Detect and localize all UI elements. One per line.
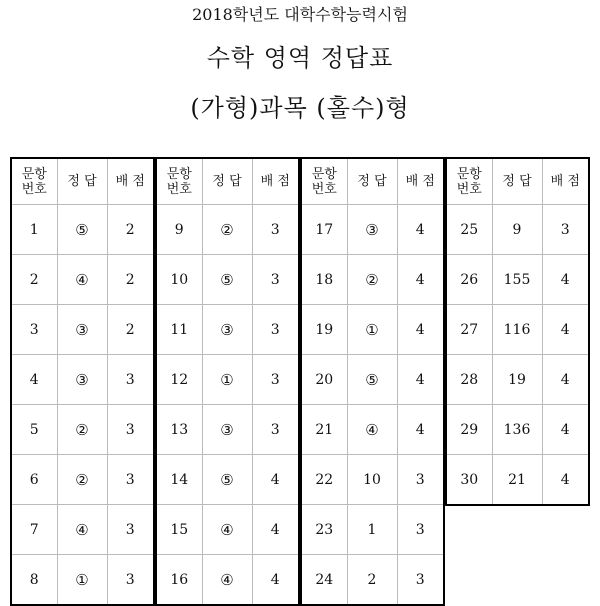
question-number: 2 bbox=[12, 255, 57, 305]
score-value: 4 bbox=[397, 355, 443, 405]
header-score: 배 점 bbox=[107, 159, 153, 205]
table-row bbox=[157, 305, 298, 355]
score-value: 4 bbox=[252, 505, 298, 555]
table-row bbox=[157, 405, 298, 455]
question-number: 4 bbox=[12, 355, 57, 405]
question-number: 30 bbox=[460, 471, 479, 488]
answer-value: ⑤ bbox=[202, 455, 252, 505]
answer-value: 155 bbox=[492, 255, 542, 305]
answer-value: 1 bbox=[347, 505, 397, 555]
page-title: 수학 영역 정답표 bbox=[206, 44, 394, 72]
answer-value: 2 bbox=[347, 555, 397, 605]
question-number: 24 bbox=[315, 571, 334, 588]
question-number: 13 bbox=[157, 405, 202, 455]
question-number: 21 bbox=[302, 405, 347, 455]
answer-value: ② bbox=[57, 455, 107, 505]
table-row bbox=[447, 255, 588, 305]
question-number: 5 bbox=[12, 405, 57, 455]
answer-value: ③ bbox=[202, 405, 252, 455]
table-row bbox=[12, 355, 153, 405]
answer-table bbox=[12, 159, 153, 604]
table-row bbox=[447, 455, 588, 505]
question-number: 10 bbox=[157, 255, 202, 305]
answer-value: 19 bbox=[492, 355, 542, 405]
question-number: 28 bbox=[447, 355, 492, 405]
header-answer: 정 답 bbox=[347, 159, 397, 205]
score-value: 3 bbox=[107, 505, 153, 555]
answer-value: ② bbox=[347, 255, 397, 305]
score-value: 4 bbox=[542, 455, 588, 505]
question-number: 6 bbox=[12, 455, 57, 505]
table-row bbox=[157, 255, 298, 305]
answer-value: ③ bbox=[57, 355, 107, 405]
score-value: 4 bbox=[397, 305, 443, 355]
answer-value: ④ bbox=[202, 555, 252, 605]
answer-value: ⑤ bbox=[202, 255, 252, 305]
answer-group-1 bbox=[10, 157, 155, 606]
header-question-number: 문항 번호 bbox=[12, 159, 57, 205]
header-answer: 정 답 bbox=[492, 159, 542, 205]
table-row bbox=[447, 305, 588, 355]
answer-value: 136 bbox=[492, 405, 542, 455]
answer-value: 10 bbox=[347, 455, 397, 505]
question-number: 20 bbox=[302, 355, 347, 405]
score-value: 3 bbox=[397, 455, 443, 505]
question-number: 25 bbox=[447, 205, 492, 255]
answer-value: 116 bbox=[492, 305, 542, 355]
score-value: 4 bbox=[397, 405, 443, 455]
question-number: 27 bbox=[447, 305, 492, 355]
score-value: 4 bbox=[252, 555, 298, 605]
score-value: 4 bbox=[397, 255, 443, 305]
question-number: 12 bbox=[157, 355, 202, 405]
table-row bbox=[447, 355, 588, 405]
score-value: 3 bbox=[107, 455, 153, 505]
table-row bbox=[12, 305, 153, 355]
table-row bbox=[302, 255, 443, 305]
question-number: 23 bbox=[302, 505, 347, 555]
answer-value: ③ bbox=[202, 305, 252, 355]
score-value: 3 bbox=[252, 255, 298, 305]
score-value: 4 bbox=[542, 355, 588, 405]
score-value: 3 bbox=[252, 305, 298, 355]
header-score: 배 점 bbox=[542, 159, 588, 205]
table-row bbox=[12, 555, 153, 605]
table-header-row bbox=[302, 159, 443, 205]
score-value: 4 bbox=[542, 255, 588, 305]
question-number: 9 bbox=[157, 205, 202, 255]
table-header-row bbox=[447, 159, 588, 205]
header-answer: 정 답 bbox=[202, 159, 252, 205]
answer-value: 9 bbox=[492, 205, 542, 255]
header-question-number: 문항 번호 bbox=[302, 159, 347, 205]
score-value: 3 bbox=[252, 355, 298, 405]
table-row bbox=[12, 205, 153, 255]
exam-title: 2018학년도 대학수학능력시험 bbox=[192, 5, 408, 24]
answer-group-4 bbox=[445, 157, 590, 506]
header-question-number: 문항 번호 bbox=[447, 159, 492, 205]
header-score: 배 점 bbox=[397, 159, 443, 205]
answer-value: ② bbox=[202, 205, 252, 255]
answer-value: 21 bbox=[492, 455, 542, 505]
answer-table bbox=[157, 159, 298, 604]
score-value: 3 bbox=[397, 555, 443, 605]
answer-group-2 bbox=[155, 157, 300, 606]
answer-value: ② bbox=[57, 405, 107, 455]
answer-value: ④ bbox=[57, 255, 107, 305]
answer-value: ⑤ bbox=[57, 205, 107, 255]
score-value: 2 bbox=[107, 305, 153, 355]
answer-table bbox=[447, 159, 588, 504]
question-number: 15 bbox=[157, 505, 202, 555]
score-value: 3 bbox=[252, 405, 298, 455]
question-number: 1 bbox=[12, 205, 57, 255]
table-row bbox=[157, 355, 298, 405]
score-value: 3 bbox=[252, 205, 298, 255]
page-subtitle: (가형)과목 (홀수)형 bbox=[190, 94, 410, 122]
table-row bbox=[302, 555, 443, 605]
table-row bbox=[157, 205, 298, 255]
answer-value: ④ bbox=[202, 505, 252, 555]
table-row bbox=[12, 505, 153, 555]
score-value: 3 bbox=[542, 205, 588, 255]
question-number: 19 bbox=[302, 305, 347, 355]
score-value: 4 bbox=[252, 455, 298, 505]
question-number: 26 bbox=[447, 255, 492, 305]
table-row bbox=[157, 505, 298, 555]
question-number: 18 bbox=[302, 255, 347, 305]
table-row bbox=[302, 305, 443, 355]
answer-table bbox=[302, 159, 443, 604]
score-value: 3 bbox=[107, 555, 153, 605]
score-value: 3 bbox=[107, 405, 153, 455]
score-value: 4 bbox=[397, 205, 443, 255]
score-value: 4 bbox=[542, 305, 588, 355]
table-row bbox=[302, 455, 443, 505]
answer-value: ④ bbox=[57, 505, 107, 555]
table-row bbox=[302, 355, 443, 405]
header-answer: 정 답 bbox=[57, 159, 107, 205]
score-value: 2 bbox=[107, 205, 153, 255]
question-number: 3 bbox=[12, 305, 57, 355]
table-row bbox=[157, 555, 298, 605]
table-row bbox=[302, 205, 443, 255]
table-row bbox=[12, 405, 153, 455]
question-number: 16 bbox=[170, 571, 189, 588]
table-row bbox=[447, 205, 588, 255]
question-number: 7 bbox=[12, 505, 57, 555]
table-row bbox=[157, 455, 298, 505]
question-number: 22 bbox=[302, 455, 347, 505]
question-number: 11 bbox=[157, 305, 202, 355]
table-row bbox=[302, 405, 443, 455]
header-score: 배 점 bbox=[252, 159, 298, 205]
table-row bbox=[302, 505, 443, 555]
table-row bbox=[447, 405, 588, 455]
score-value: 3 bbox=[397, 505, 443, 555]
question-number: 17 bbox=[302, 205, 347, 255]
question-number: 29 bbox=[447, 405, 492, 455]
table-header-row bbox=[12, 159, 153, 205]
answer-value: ① bbox=[202, 355, 252, 405]
answer-value: ⑤ bbox=[347, 355, 397, 405]
answer-value: ④ bbox=[347, 405, 397, 455]
header-question-number: 문항 번호 bbox=[157, 159, 202, 205]
table-row bbox=[12, 455, 153, 505]
table-header-row bbox=[157, 159, 298, 205]
score-value: 2 bbox=[107, 255, 153, 305]
answer-value: ① bbox=[347, 305, 397, 355]
table-row bbox=[12, 255, 153, 305]
answer-group-3 bbox=[300, 157, 445, 606]
score-value: 4 bbox=[542, 405, 588, 455]
question-number: 14 bbox=[157, 455, 202, 505]
answer-value: ③ bbox=[347, 205, 397, 255]
answer-value: ① bbox=[57, 555, 107, 605]
score-value: 3 bbox=[107, 355, 153, 405]
question-number: 8 bbox=[29, 571, 39, 588]
answer-value: ③ bbox=[57, 305, 107, 355]
